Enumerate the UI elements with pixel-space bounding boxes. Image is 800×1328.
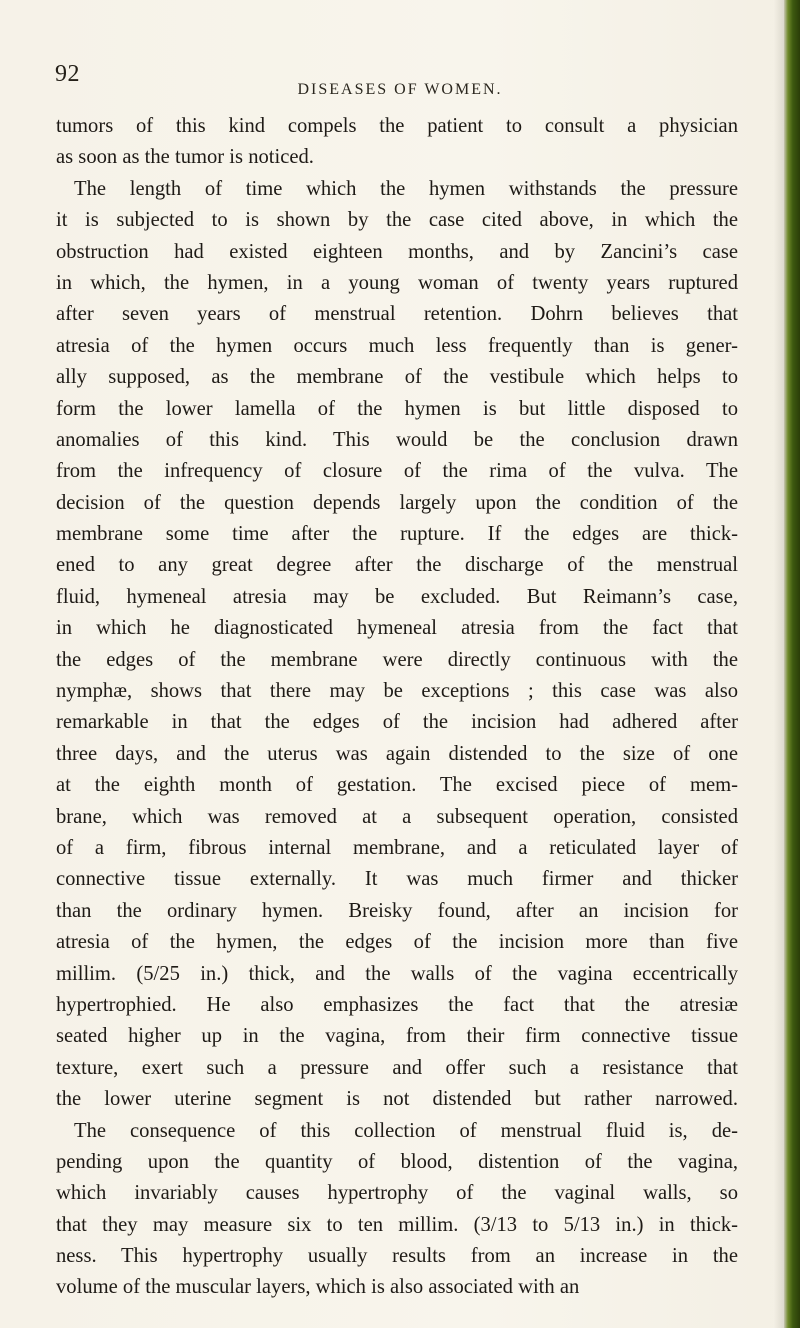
text-line: hypertrophied. He also emphasizes the fact that the atresiæ: [56, 993, 738, 1016]
text-line: the edges of the membrane were directly continuous with the: [56, 648, 738, 671]
text-line: atresia of the hymen occurs much less frequently than is gener-: [56, 334, 738, 357]
text-line: fluid, hymeneal atresia may be excluded. But Reimann’s case,: [56, 585, 738, 608]
text-line: remarkable in that the edges of the incision had adhered after: [56, 711, 738, 734]
text-line: tumors of this kind compels the patient to consult a physician: [56, 115, 738, 137]
text-line: in which, the hymen, in a young woman of twenty years ruptured: [56, 271, 738, 294]
text-line: decision of the question depends largely upon the condition of the: [56, 491, 738, 514]
text-line: The consequence of this collection of menstrual fluid is, de-: [74, 1119, 738, 1142]
text-line: ally supposed, as the membrane of the vestibule which helps to: [56, 366, 738, 389]
text-line: ness. This hypertrophy usually results from an increase in the: [56, 1245, 738, 1268]
text-line: pending upon the quantity of blood, distention of the vagina,: [56, 1150, 738, 1173]
text-line: at the eighth month of gestation. The excised piece of mem-: [56, 774, 738, 797]
book-binding-edge: [784, 0, 800, 1328]
text-line: as soon as the tumor is noticed.: [56, 146, 314, 169]
text-line: three days, and the uterus was again distended to the size of one: [56, 742, 738, 765]
text-line: brane, which was removed at a subsequent operation, consisted: [56, 805, 738, 828]
text-line: form the lower lamella of the hymen is but little disposed to: [56, 397, 738, 420]
text-line: of a firm, fibrous internal membrane, and a reticulated layer of: [56, 836, 738, 859]
binding-shadow: [774, 0, 784, 1328]
text-line: ened to any great degree after the discharge of the menstrual: [56, 554, 738, 577]
text-line: connective tissue externally. It was much firmer and thicker: [56, 868, 738, 891]
text-line: which invariably causes hypertrophy of the vaginal walls, so: [56, 1182, 738, 1205]
text-line: that they may measure six to ten millim. (3/13 to 5/13 in.) in thick-: [56, 1213, 738, 1236]
text-line: seated higher up in the vagina, from their firm connective tissue: [56, 1025, 738, 1048]
text-line: after seven years of menstrual retention. Dohrn believes that: [56, 303, 738, 326]
text-line: nymphæ, shows that there may be exceptions ; this case was also: [56, 680, 738, 703]
text-line: anomalies of this kind. This would be the conclusion drawn: [56, 428, 738, 451]
running-head: DISEASES OF WOMEN.: [297, 81, 503, 98]
text-line: it is subjected to is shown by the case cited above, in which the: [56, 209, 738, 232]
text-line: millim. (5/25 in.) thick, and the walls of the vagina eccentrically: [56, 962, 738, 985]
text-line: the lower uterine segment is not distended but rather narrowed.: [56, 1088, 738, 1111]
text-line: from the infrequency of closure of the rima of the vulva. The: [56, 460, 738, 483]
text-line: The length of time which the hymen withstands the pressure: [74, 177, 738, 200]
text-line: atresia of the hymen, the edges of the incision more than five: [56, 931, 738, 954]
text-line: in which he diagnosticated hymeneal atresia from the fact that: [56, 617, 738, 640]
text-line: volume of the muscular layers, which is also associated with an: [56, 1276, 580, 1299]
text-line: texture, exert such a pressure and offer such a resistance that: [56, 1056, 738, 1079]
text-line: than the ordinary hymen. Breisky found, after an incision for: [56, 899, 738, 922]
page-number: 92: [55, 61, 80, 87]
body-text: [56, 111, 738, 1304]
text-line: obstruction had existed eighteen months, and by Zancini’s case: [56, 240, 738, 263]
text-line: membrane some time after the rupture. If the edges are thick-: [56, 523, 738, 546]
